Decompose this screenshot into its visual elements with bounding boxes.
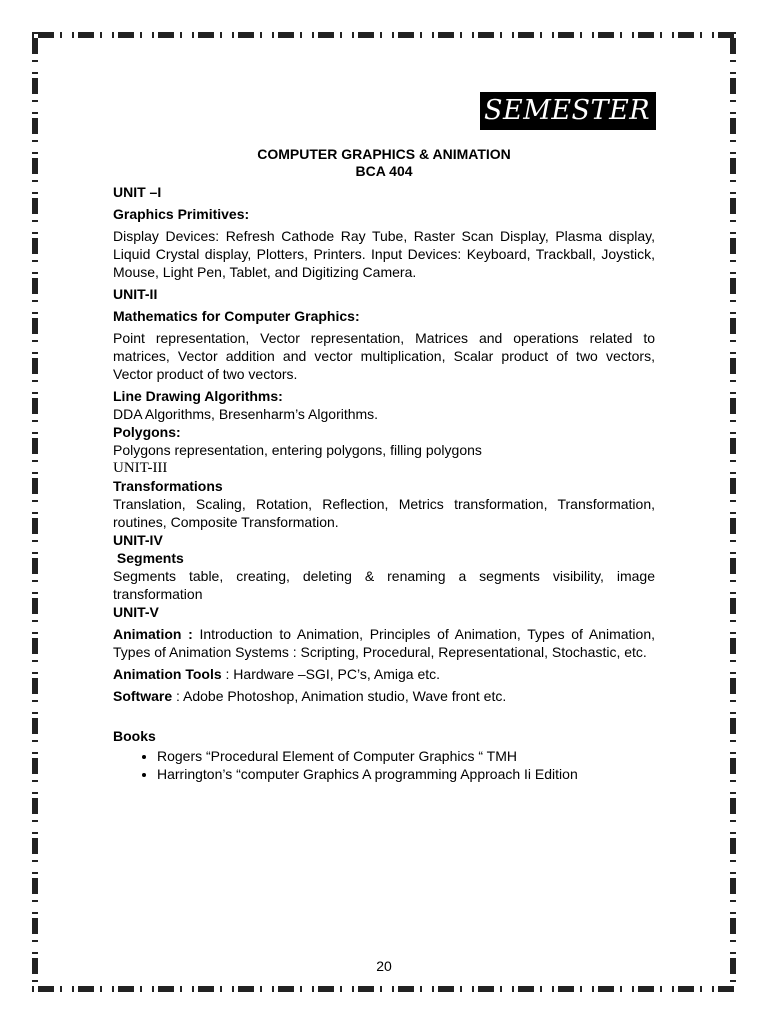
unit-5-topic-1: Animation :: [113, 626, 193, 642]
page-number: 20: [376, 958, 392, 974]
books-heading: Books: [113, 728, 156, 744]
unit-3-heading: UNIT-III: [113, 460, 168, 476]
unit-1-text: Display Devices: Refresh Cathode Ray Tube, Raster Scan Display, Plasma display, Liquid Crystal display, Plotters, Printers. Input Devices: Keyboard, Trackball, Joystick, Mouse, Light Pen, Tablet, and Digitizing Camera.: [113, 228, 655, 280]
unit-2-topic-3: Polygons:: [113, 424, 181, 440]
unit-4-text: Segments table, creating, deleting & renaming a segments visibility, image transformation: [113, 568, 655, 602]
unit-5-text-3: : Adobe Photoshop, Animation studio, Wave front etc.: [172, 688, 507, 704]
unit-5-topic-3: Software: [113, 688, 173, 704]
border-right: [730, 32, 736, 992]
unit-5-paragraph-3: [113, 687, 655, 705]
semester-badge: SEMESTER IV: [480, 92, 656, 130]
border-left: [32, 32, 38, 992]
unit-1-topic: Graphics Primitives:: [113, 206, 250, 222]
unit-2-text-1: Point representation, Vector representation, Matrices and operations related to matrices, Vector addition and vector multiplication, Scalar product of two vectors, Vector product of two vectors.: [113, 330, 655, 382]
unit-1-heading: UNIT –I: [113, 184, 162, 200]
books-list: [113, 747, 655, 783]
unit-5-text-1: Introduction to Animation, Principles of Animation, Types of Animation, Types of Animation Systems : Scripting, Procedural, Representational, Stochastic, etc.: [113, 626, 655, 660]
unit-4-topic: Segments: [113, 550, 184, 566]
unit-5-heading: UNIT-V: [113, 604, 159, 620]
unit-5-topic-2: Animation Tools: [113, 666, 222, 682]
unit-2-text-2: DDA Algorithms, Bresenharm’s Algorithms.: [113, 406, 379, 422]
course-title: COMPUTER GRAPHICS & ANIMATION: [257, 146, 511, 162]
unit-4-heading: UNIT-IV: [113, 532, 163, 548]
book-item: • Rogers “Procedural Element of Computer Graphics “ TMH: [157, 747, 655, 765]
unit-2-topic-1: Mathematics for Computer Graphics:: [113, 308, 360, 324]
unit-5-text-2: : Hardware –SGI, PC’s, Amiga etc.: [221, 666, 441, 682]
unit-5-paragraph-1: [113, 625, 655, 661]
border-top: [32, 32, 736, 38]
unit-2-heading: UNIT-II: [113, 286, 158, 302]
unit-3-topic: Transformations: [113, 478, 223, 494]
border-bottom: [32, 986, 736, 992]
course-code: BCA 404: [355, 163, 413, 179]
unit-2-topic-2: Line Drawing Algorithms:: [113, 388, 283, 404]
unit-2-text-3: Polygons representation, entering polygons, filling polygons: [113, 442, 482, 458]
unit-5-paragraph-2: [113, 665, 655, 683]
unit-3-text: Translation, Scaling, Rotation, Reflection, Metrics transformation, Transformation, routines, Composite Transformation.: [113, 496, 655, 530]
syllabus-content: [113, 146, 655, 783]
book-item: • Harrington’s “computer Graphics A programming Approach Ii Edition: [157, 765, 655, 783]
